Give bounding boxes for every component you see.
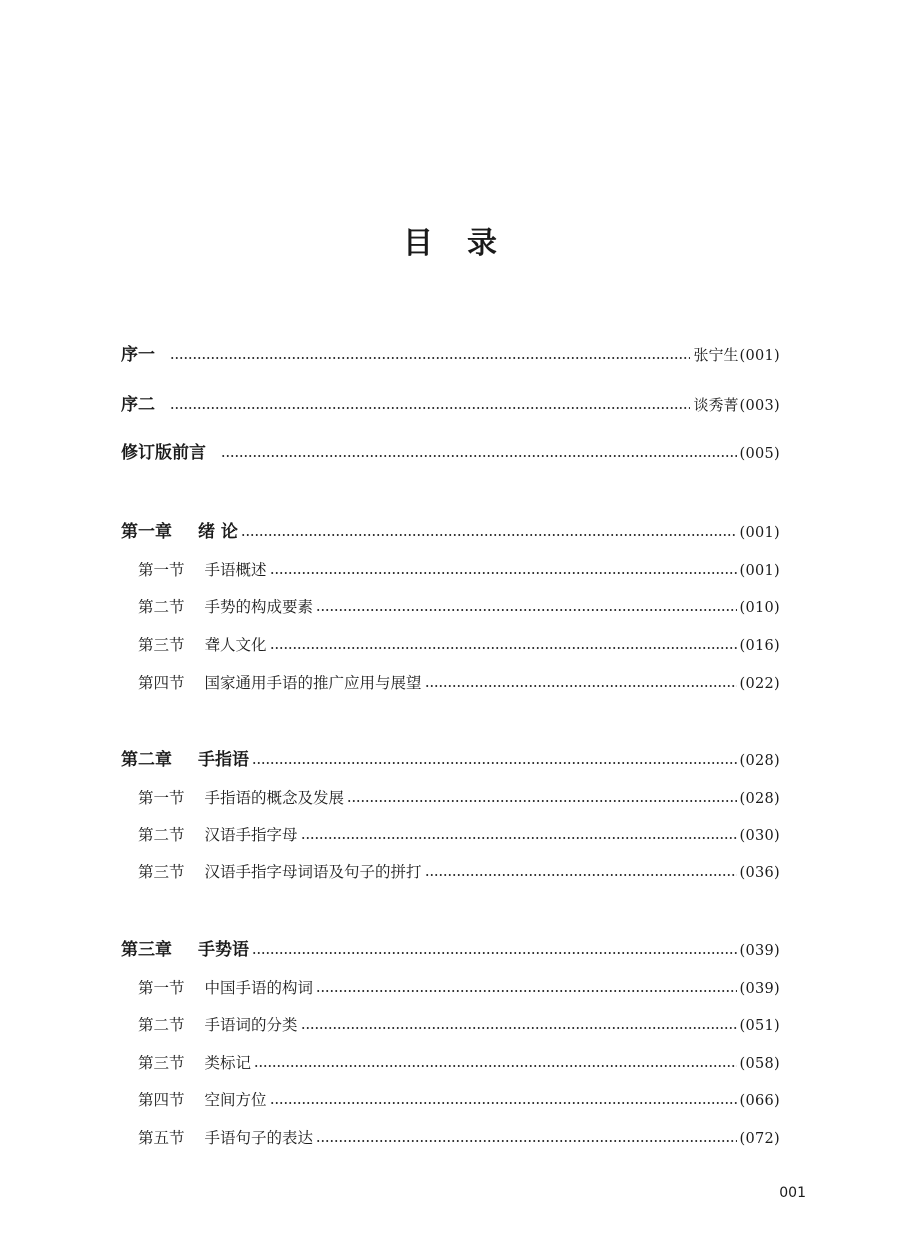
dot-leader <box>270 1102 737 1104</box>
section-label <box>138 1051 251 1075</box>
toc-entry-section[interactable] <box>138 671 780 695</box>
section-title: 空间方位 <box>204 1091 267 1109</box>
chapter-label <box>121 938 249 962</box>
section-label <box>138 1088 267 1112</box>
section-label <box>138 976 313 1000</box>
toc-page-number: (058) <box>739 1056 780 1072</box>
section-label <box>138 1013 298 1037</box>
toc-entry-preface-2[interactable] <box>121 393 780 417</box>
page-title: 目录 <box>403 226 531 261</box>
toc-entry-chapter-3[interactable] <box>121 938 780 962</box>
toc-entry-chapter-2[interactable] <box>121 748 780 772</box>
toc-page-number: (022) <box>739 676 780 692</box>
toc-page-number: (001) <box>739 563 780 579</box>
section-number: 第五节 <box>138 1129 185 1147</box>
section-label <box>138 786 344 810</box>
dot-leader <box>316 990 736 992</box>
dot-leader <box>170 357 690 359</box>
chapter-title: 手势语 <box>198 940 249 960</box>
section-number: 第二节 <box>138 1016 185 1034</box>
page-number: 001 <box>779 1185 806 1201</box>
section-title: 类标记 <box>204 1054 252 1072</box>
toc-entry-revised-foreword[interactable] <box>121 441 780 465</box>
toc-entry-section[interactable] <box>138 1088 780 1112</box>
section-title: 手语概述 <box>204 561 267 579</box>
toc-page-number: (066) <box>739 1093 780 1109</box>
section-number: 第三节 <box>138 636 185 654</box>
dot-leader <box>252 762 737 764</box>
toc-label: 序一 <box>121 345 155 365</box>
dot-leader <box>316 1140 736 1142</box>
section-number: 第一节 <box>138 561 185 579</box>
toc-author: 张宁生 <box>693 346 739 364</box>
section-label <box>138 1126 313 1150</box>
chapter-number: 第三章 <box>121 940 172 960</box>
section-title: 手指语的概念及发展 <box>204 789 345 807</box>
dot-leader <box>425 685 737 687</box>
toc-page-number: (001) <box>739 348 780 364</box>
toc-label: 修订版前言 <box>121 443 206 463</box>
toc-page-number: (039) <box>739 943 780 959</box>
section-label <box>138 595 313 619</box>
toc-entry-section[interactable] <box>138 1126 780 1150</box>
section-title: 聋人文化 <box>204 636 267 654</box>
toc-entry-section[interactable] <box>138 976 780 1000</box>
toc-page-number: (028) <box>739 791 780 807</box>
section-number: 第四节 <box>138 674 185 692</box>
dot-leader <box>252 952 737 954</box>
section-number: 第三节 <box>138 863 185 881</box>
chapter-number: 第一章 <box>121 522 172 542</box>
section-title: 汉语手指字母词语及句子的拼打 <box>204 863 422 881</box>
section-title: 手势的构成要素 <box>204 598 314 616</box>
chapter-title: 绪 论 <box>198 522 238 542</box>
section-number: 第二节 <box>138 826 185 844</box>
toc-label: 序二 <box>121 395 155 415</box>
dot-leader <box>270 647 737 649</box>
toc-page-number: (028) <box>739 753 780 769</box>
section-title: 中国手语的构词 <box>204 979 314 997</box>
section-label <box>138 823 298 847</box>
section-number: 第三节 <box>138 1054 185 1072</box>
section-title: 手语句子的表达 <box>204 1129 314 1147</box>
toc-entry-section[interactable] <box>138 558 780 582</box>
dot-leader <box>254 1065 736 1067</box>
toc-page-number: (036) <box>739 865 780 881</box>
dot-leader <box>347 800 736 802</box>
toc-entry-section[interactable] <box>138 1051 780 1075</box>
toc-entry-section[interactable] <box>138 786 780 810</box>
toc-entry-preface-1[interactable] <box>121 343 780 367</box>
toc-page-number: (003) <box>739 398 780 414</box>
section-number: 第一节 <box>138 979 185 997</box>
toc-page-number: (072) <box>739 1131 780 1147</box>
section-number: 第一节 <box>138 789 185 807</box>
chapter-label <box>121 520 238 544</box>
dot-leader <box>316 609 736 611</box>
section-label <box>138 558 267 582</box>
toc-page-number: (010) <box>739 600 780 616</box>
toc-author: 谈秀菁 <box>693 396 739 414</box>
toc-page-number: (039) <box>739 981 780 997</box>
dot-leader <box>425 874 737 876</box>
dot-leader <box>301 837 737 839</box>
toc-page-number: (005) <box>739 446 780 462</box>
toc-page-number: (001) <box>739 525 780 541</box>
toc-page-number: (030) <box>739 828 780 844</box>
section-title: 手语词的分类 <box>204 1016 298 1034</box>
section-number: 第二节 <box>138 598 185 616</box>
chapter-label <box>121 748 249 772</box>
section-title: 汉语手指字母 <box>204 826 298 844</box>
toc-entry-section[interactable] <box>138 823 780 847</box>
section-number: 第四节 <box>138 1091 185 1109</box>
toc-entry-section[interactable] <box>138 595 780 619</box>
toc-entry-section[interactable] <box>138 633 780 657</box>
section-label <box>138 633 267 657</box>
dot-leader <box>170 407 690 409</box>
section-title: 国家通用手语的推广应用与展望 <box>204 674 422 692</box>
dot-leader <box>270 572 737 574</box>
toc-entry-chapter-1[interactable] <box>121 520 780 544</box>
chapter-title: 手指语 <box>198 750 249 770</box>
toc-entry-section[interactable] <box>138 1013 780 1037</box>
section-label <box>138 860 422 884</box>
toc-page-number: (051) <box>739 1018 780 1034</box>
chapter-number: 第二章 <box>121 750 172 770</box>
dot-leader <box>241 534 737 536</box>
dot-leader <box>221 455 737 457</box>
toc-entry-section[interactable] <box>138 860 780 884</box>
toc-page-number: (016) <box>739 638 780 654</box>
dot-leader <box>301 1027 737 1029</box>
section-label <box>138 671 422 695</box>
